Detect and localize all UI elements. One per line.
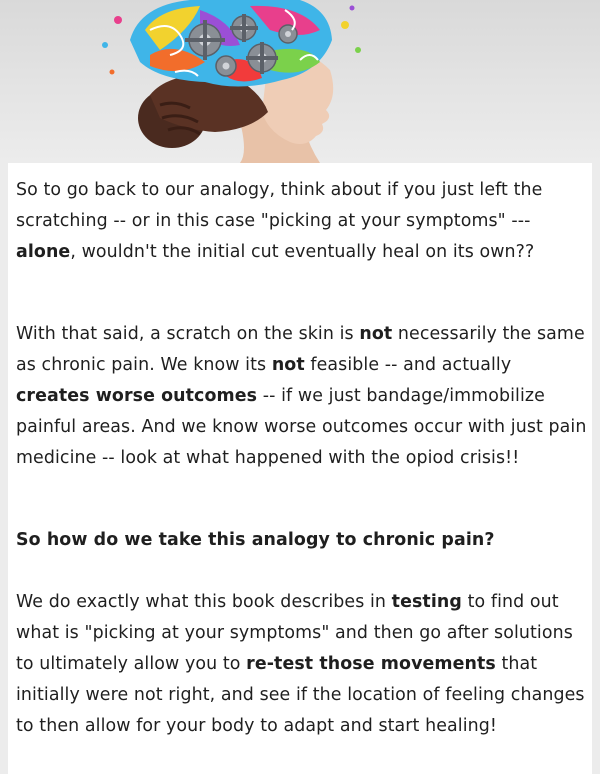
- left-border: [0, 163, 8, 774]
- emphasis-text: So how do we take this analogy to chronic pain?: [16, 530, 495, 550]
- body-text: -- if we just bandage/immobilize painful areas. And we know worse outcomes occur with just pain medicine -- look at what happened with the opiod crisis!!: [16, 386, 587, 468]
- paragraph: [16, 175, 588, 268]
- emphasis-text: creates worse outcomes: [16, 386, 258, 406]
- hero-image: [0, 0, 600, 163]
- paragraph: [16, 319, 588, 474]
- emphasis-text: re-test those movements: [246, 654, 496, 674]
- emphasis-text: alone: [16, 242, 71, 262]
- emphasis-text: testing: [391, 592, 462, 612]
- body-text: We do exactly what this book describes in: [16, 592, 392, 612]
- right-border: [592, 163, 600, 774]
- body-text: that initially were not right, and see if the location of feeling changes to then allow for your body to adapt and start healing!: [16, 654, 585, 736]
- paragraph: [16, 587, 588, 742]
- article-body: [8, 163, 592, 774]
- body-text: necessarily the same as chronic pain. We know its: [16, 324, 585, 375]
- emphasis-text: not: [359, 324, 393, 344]
- body-text: , wouldn't the initial cut eventually heal on its own??: [70, 242, 535, 262]
- body-text: to find out what is "picking at your symptoms" and then go after solutions to ultimately allow you to: [16, 592, 573, 674]
- body-text: With that said, a scratch on the skin is: [16, 324, 360, 344]
- body-text: feasible -- and actually: [304, 355, 512, 375]
- body-text: So to go back to our analogy, think about if you just left the scratching -- or in this case "picking at your symptoms" ---: [16, 180, 543, 231]
- brain-gears-illustration: [0, 0, 600, 163]
- emphasis-text: not: [271, 355, 305, 375]
- section-question: [16, 525, 588, 556]
